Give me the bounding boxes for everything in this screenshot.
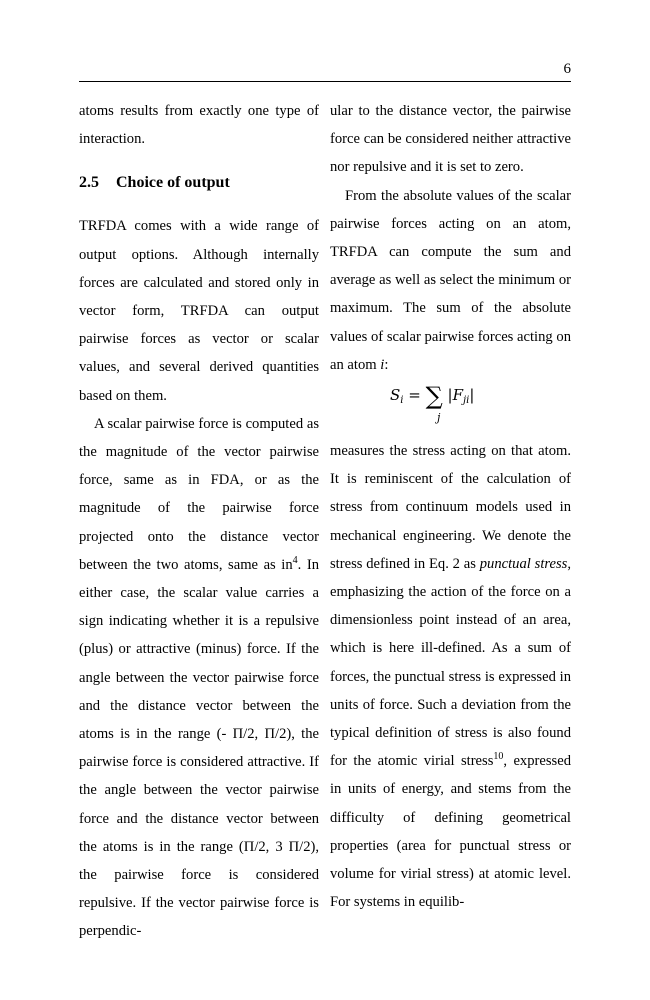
paragraph: [330, 437, 571, 916]
left-column: [79, 97, 319, 946]
right-column: [330, 97, 571, 916]
paragraph-text: , expressed in units of energy, and stems from the difficulty of defining geometrical properties (area for punctual stress or volume for virial stress) at atomic level. For systems in equilib-: [330, 753, 571, 911]
eq-abs-open: |: [447, 386, 453, 405]
paragraph-text: measures the stress acting on that atom. It is reminiscent of the calculation of stress from continuum models used in mechanical engineering. We denote the stress defined in Eq. 2 as: [330, 443, 571, 572]
eq-term-subscript: ji: [463, 395, 470, 407]
eq-lhs: S: [390, 386, 401, 405]
citation-ref: 4: [292, 554, 298, 566]
paragraph-text: A scalar pairwise force is computed as the magnitude of the vector pairwise force, same as in FDA, or as the magnitude of the pairwise force projected onto the distance vector between the two atoms, same as in: [79, 415, 319, 573]
header-rule: [79, 81, 571, 82]
paragraph: [330, 182, 571, 379]
paragraph-text: From the absolute values of the scalar pairwise forces acting on an atom, TRFDA can compute the sum and average as well as select the minimum or maximum. The sum of the absolute values of scalar pairwise forces acting on an atom: [330, 187, 571, 373]
paragraph: [79, 410, 319, 946]
sum-index: j: [437, 411, 441, 425]
paragraph-text: , emphasizing the action of the force on a dimensionless point instead of an area, which is here ill-defined. As a sum of forces, the punctual stress is expressed in units of force. Such a deviation from the typical definition of stress is also found for the atomic virial stress: [330, 555, 571, 770]
eq-term: F: [452, 386, 464, 405]
equation: [330, 379, 571, 437]
paragraph: TRFDA comes with a wide range of output options. Although internally forces are calculated and stored only in vector form, TRFDA can output pairwise forces as vector or scalar values, and several derived quantities based on them.: [79, 218, 319, 404]
section-number: 2.5: [79, 174, 99, 192]
eq-abs-close: |: [469, 386, 475, 405]
section-heading: [79, 153, 319, 212]
equation-body: [390, 381, 475, 425]
eq-lhs-subscript: i: [400, 395, 404, 407]
math-variable: i: [380, 356, 385, 373]
eq-equals: =: [408, 386, 421, 405]
page-number: 6: [563, 61, 571, 77]
paragraph: ular to the distance vector, the pairwise force can be considered neither attractive nor repulsive and it is set to zero.: [330, 103, 571, 176]
paragraph-text: :: [384, 356, 389, 373]
sum-symbol: ∑: [425, 382, 443, 411]
emphasis-term: punctual stress: [479, 555, 568, 572]
citation-ref: 10: [493, 751, 504, 763]
paragraph-text: . In either case, the scalar value carries a sign indicating whether it is a repulsive (plus) or attractive (minus) force. If the angle between the vector pairwise force and the distance vector between the atoms is in the range (- Π/2, Π/2), the pairwise force is considered attractive. If the angle between the vector pairwise force and the distance vector between the atoms is in the range (Π/2, 3 Π/2), the pairwise force is considered repulsive. If the vector pairwise force is perpendic-: [79, 556, 319, 940]
section-title: Choice of output: [116, 174, 230, 192]
paragraph: atoms results from exactly one type of interaction.: [79, 103, 319, 148]
